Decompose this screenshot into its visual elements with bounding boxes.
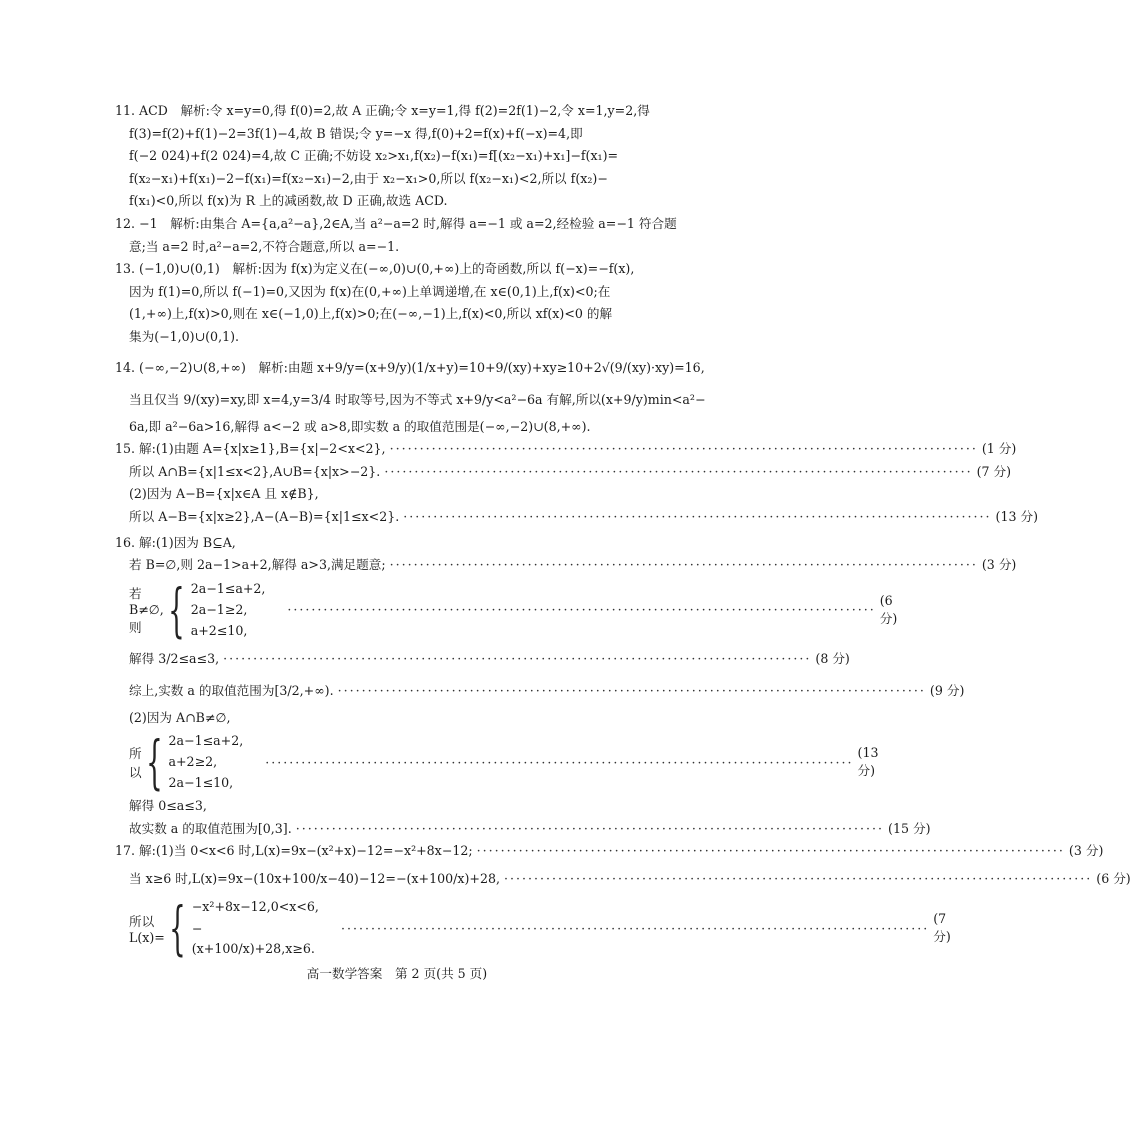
- q15-line-2: [115, 461, 1012, 484]
- q13-line-2: 因为 f(1)=0,所以 f(−1)=0,又因为 f(x)在(0,+∞)上单调递增,在 x∈(0,1)上,f(x)<0;在: [129, 283, 611, 299]
- inequality-rows: [169, 731, 244, 793]
- q11-line-2: f(3)=f(2)+f(1)−2=3f(1)−4,故 B 错误;令 y=−x 得,f(0)+2=f(x)+f(−x)=4,即: [129, 125, 583, 141]
- q16-line-2: [115, 554, 1017, 577]
- q11-line-4: f(x₂−x₁)+f(x₁)−2−f(x₁)=f(x₂−x₁)−2,由于 x₂−x₁>0,所以 f(x₂−x₁)<2,所以 f(x₂)−: [129, 170, 608, 186]
- q15-line-1: [115, 438, 1017, 461]
- dot-leader: ··································································································: [295, 820, 885, 836]
- q16-text-9: 故实数 a 的取值范围为[0,3].: [129, 820, 292, 836]
- score-mark: (1 分): [981, 441, 1017, 457]
- q16-line-1: 16. 解:(1)因为 B⊆A,: [115, 534, 236, 550]
- q16-system-2: [115, 728, 879, 797]
- dot-leader: ··································································································: [389, 557, 978, 573]
- q17-line-1: [115, 840, 1104, 863]
- q16-line-5: [115, 675, 965, 707]
- q16-text-2: 若 B=∅,则 2a−1>a+2,解得 a>3,满足题意;: [129, 557, 386, 573]
- dot-leader: ··································································································: [476, 843, 1065, 859]
- piecewise-row: −(x+100/x)+28,x≥6.: [191, 921, 315, 957]
- q15-text-4: 所以 A−B={x|x≥2},A−(A−B)={x|1≤x<2}.: [129, 508, 400, 524]
- q15-text-1: 15. 解:(1)由题 A={x|x≥1},B={x|−2<x<2},: [115, 441, 386, 457]
- q16-line-8: 解得 0≤a≤3,: [129, 798, 207, 814]
- dot-leader: ··································································································: [389, 441, 978, 457]
- q16-system-1-prefix: 若 B≠∅,则: [129, 586, 164, 636]
- inequality-row: a+2≥2,: [168, 754, 218, 770]
- q15-text-2: 所以 A∩B={x|1≤x<2},A∪B={x|x>−2}.: [129, 463, 381, 479]
- q16-system-1: [115, 575, 898, 644]
- q16-text-5: 综上,实数 a 的取值范围为[3/2,+∞).: [129, 682, 334, 698]
- score-mark: (7 分): [976, 463, 1012, 479]
- piecewise-row: −x²+8x−12,0<x<6,: [191, 899, 319, 915]
- inequality-row: 2a−1≤a+2,: [190, 580, 266, 596]
- page-footer: 高一数学答案 第 2 页(共 5 页): [306, 966, 488, 981]
- inequality-row: 2a−1≥2,: [190, 601, 248, 617]
- score-mark: (8 分): [815, 650, 850, 666]
- q16-line-9: [115, 818, 931, 841]
- score-mark: (3 分): [981, 557, 1017, 573]
- q16-text-4: 解得 3/2≤a≤3,: [129, 650, 220, 666]
- q17-system: [115, 894, 951, 963]
- q17-line-2: [115, 863, 1131, 895]
- answer-content: [115, 100, 1131, 963]
- q17-text-1: 17. 解:(1)当 0<x<6 时,L(x)=9x−(x²+x)−12=−x²+8x−12;: [115, 843, 473, 859]
- dot-leader: ··································································································: [403, 508, 992, 524]
- q16-system-2-prefix: 所以: [129, 746, 142, 781]
- score-mark: (3 分): [1068, 843, 1104, 859]
- q12-line-1: 12. −1 解析:由集合 A={a,a²−a},2∈A,当 a²−a=2 时,解得 a=−1 或 a=2,经检验 a=−1 符合题: [115, 215, 677, 231]
- q11-line-5: f(x₁)<0,所以 f(x)为 R 上的减函数,故 D 正确,故选 ACD.: [129, 193, 448, 209]
- left-brace: {: [145, 728, 163, 797]
- inequality-row: a+2≤10,: [190, 622, 248, 638]
- left-brace: {: [167, 575, 185, 644]
- dot-leader: ··································································································: [503, 871, 1093, 887]
- q17-system-prefix: 所以 L(x)=: [129, 914, 165, 946]
- q16-line-4: [115, 643, 850, 675]
- q12-line-2: 意;当 a=2 时,a²−a=2,不符合题意,所以 a=−1.: [129, 238, 400, 254]
- score-mark: (13 分): [995, 508, 1038, 524]
- dot-leader: ··································································································: [337, 682, 926, 698]
- piecewise-rows: [192, 897, 319, 959]
- dot-leader: ··································································································: [340, 920, 930, 936]
- q14-line-3: 6a,即 a²−6a>16,解得 a<−2 或 a>8,即实数 a 的取值范围是(−∞,−2)∪(8,+∞).: [129, 418, 591, 434]
- q11-line-1: 11. ACD 解析:令 x=y=0,得 f(0)=2,故 A 正确;令 x=y=1,得 f(2)=2f(1)−2,令 x=1,y=2,得: [115, 103, 650, 118]
- score-mark: (7 分): [933, 911, 951, 945]
- dot-leader: ··································································································: [223, 650, 812, 666]
- score-mark: (13 分): [857, 745, 879, 779]
- dot-leader: ··································································································: [287, 602, 876, 618]
- q16-line-6: (2)因为 A∩B≠∅,: [129, 709, 231, 725]
- inequality-rows: [191, 579, 266, 641]
- q15-line-4: [115, 506, 1038, 529]
- score-mark: (9 分): [929, 682, 965, 698]
- score-mark: (6 分): [879, 592, 898, 626]
- dot-leader: ··································································································: [265, 754, 854, 770]
- q11-line-3: f(−2 024)+f(2 024)=4,故 C 正确;不妨设 x₂>x₁,f(x₂)−f(x₁)=f[(x₂−x₁)+x₁]−f(x₁)=: [129, 148, 619, 164]
- q13-line-3: (1,+∞)上,f(x)>0,则在 x∈(−1,0)上,f(x)>0;在(−∞,−1)上,f(x)<0,所以 xf(x)<0 的解: [129, 306, 613, 322]
- dot-leader: ··································································································: [384, 463, 973, 479]
- q15-line-3: (2)因为 A−B={x|x∈A 且 x∉B},: [129, 486, 319, 502]
- left-brace: {: [168, 894, 186, 963]
- q13-line-1: 13. (−1,0)∪(0,1) 解析:因为 f(x)为定义在(−∞,0)∪(0,+∞)上的奇函数,所以 f(−x)=−f(x),: [115, 261, 635, 277]
- q13-line-4: 集为(−1,0)∪(0,1).: [129, 328, 240, 344]
- q14-line-2: 当且仅当 9/(xy)=xy,即 x=4,y=3/4 时取等号,因为不等式 x+9/y<a²−6a 有解,所以(x+9/y)min<a²−: [129, 391, 706, 407]
- inequality-row: 2a−1≤10,: [168, 775, 234, 791]
- inequality-row: 2a−1≤a+2,: [168, 733, 244, 749]
- score-mark: (6 分): [1096, 871, 1131, 887]
- score-mark: (15 分): [888, 820, 931, 836]
- q14-line-1: 14. (−∞,−2)∪(8,+∞) 解析:由题 x+9/y=(x+9/y)(1/x+y)=10+9/(xy)+xy≥10+2√(9/(xy)·xy)=16,: [115, 359, 705, 375]
- q17-text-2: 当 x≥6 时,L(x)=9x−(10x+100/x−40)−12=−(x+100/x)+28,: [129, 871, 500, 887]
